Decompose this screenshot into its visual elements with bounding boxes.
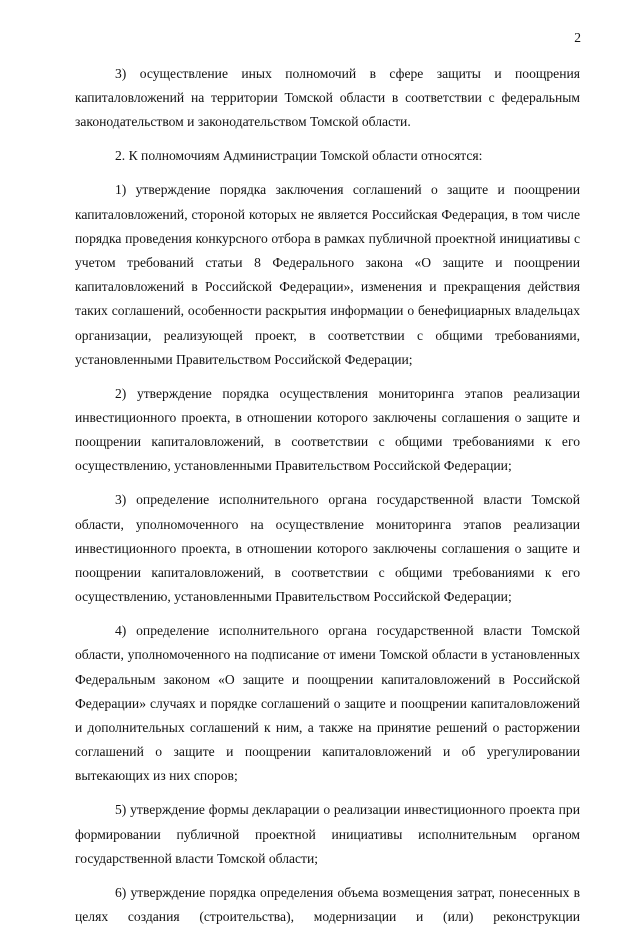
paragraph-item-5: 5) утверждение формы декларации о реализации инвестиционного проекта при формировании публичной проектной инициативы исполнительным органом государственной власти Томской области; xyxy=(75,802,580,866)
paragraph-item-3: 3) определение исполнительного органа государственной власти Томской области, уполномоченного на осуществление мониторинга этапов реализации инвестиционного проекта, в отношении которого заключены соглашения о защите и поощрении капиталовложений, в соответствии с общими требованиями к его осуществлению, установленными Правительством Российской Федерации; xyxy=(75,492,580,605)
paragraph-item-4: 4) определение исполнительного органа государственной власти Томской области, уполномоченного на подписание от имени Томской области в установленных Федеральным законом «О защите и поощрении капиталовложений в Российской Федерации» случаях и порядке соглашений о защите и поощрении капиталовложений и дополнительных соглашений к ним, а также на принятие решений о расторжении соглашений о защите и поощрении капиталовложений и об урегулировании вытекающих из них споров; xyxy=(75,623,580,784)
paragraph-item-2: 2) утверждение порядка осуществления мониторинга этапов реализации инвестиционного проекта, в отношении которого заключены соглашения о защите и поощрении капиталовложений, в соответствии с общими требованиями к его осуществлению, установленными Правительством Российской Федерации; xyxy=(75,385,580,474)
paragraph-item-6: 6) утверждение порядка определения объема возмещения затрат, понесенных в целях создания (строительства), модернизации и (или) реконструкции xyxy=(75,884,580,925)
paragraph-section-2-heading: 2. К полномочиям Администрации Томской области относятся: xyxy=(115,148,483,164)
paragraph-item-1: 1) утверждение порядка заключения соглашений о защите и поощрении капиталовложений, стороной которых не является Российская Федерация, в том числе порядка проведения конкурсного отбора в рамках публичной проектной инициативы с учетом требований статьи 8 Федерального закона «О защите и поощрении капиталовложений в Российской Федерации», изменения и прекращения действия таких соглашений, особенности раскрытия информации о бенефициарных владельцах организации, реализующей проект, в соответствии с общими требованиями, установленными Правительством Российской Федерации; xyxy=(75,182,580,367)
page-number: 2 xyxy=(574,30,581,45)
document-body xyxy=(75,62,580,929)
paragraph-item-3-powers: 3) осуществление иных полномочий в сфере защиты и поощрения капиталовложений на территории Томской области в соответствии с федеральным законодательством и законодательством Томской области. xyxy=(75,66,580,130)
